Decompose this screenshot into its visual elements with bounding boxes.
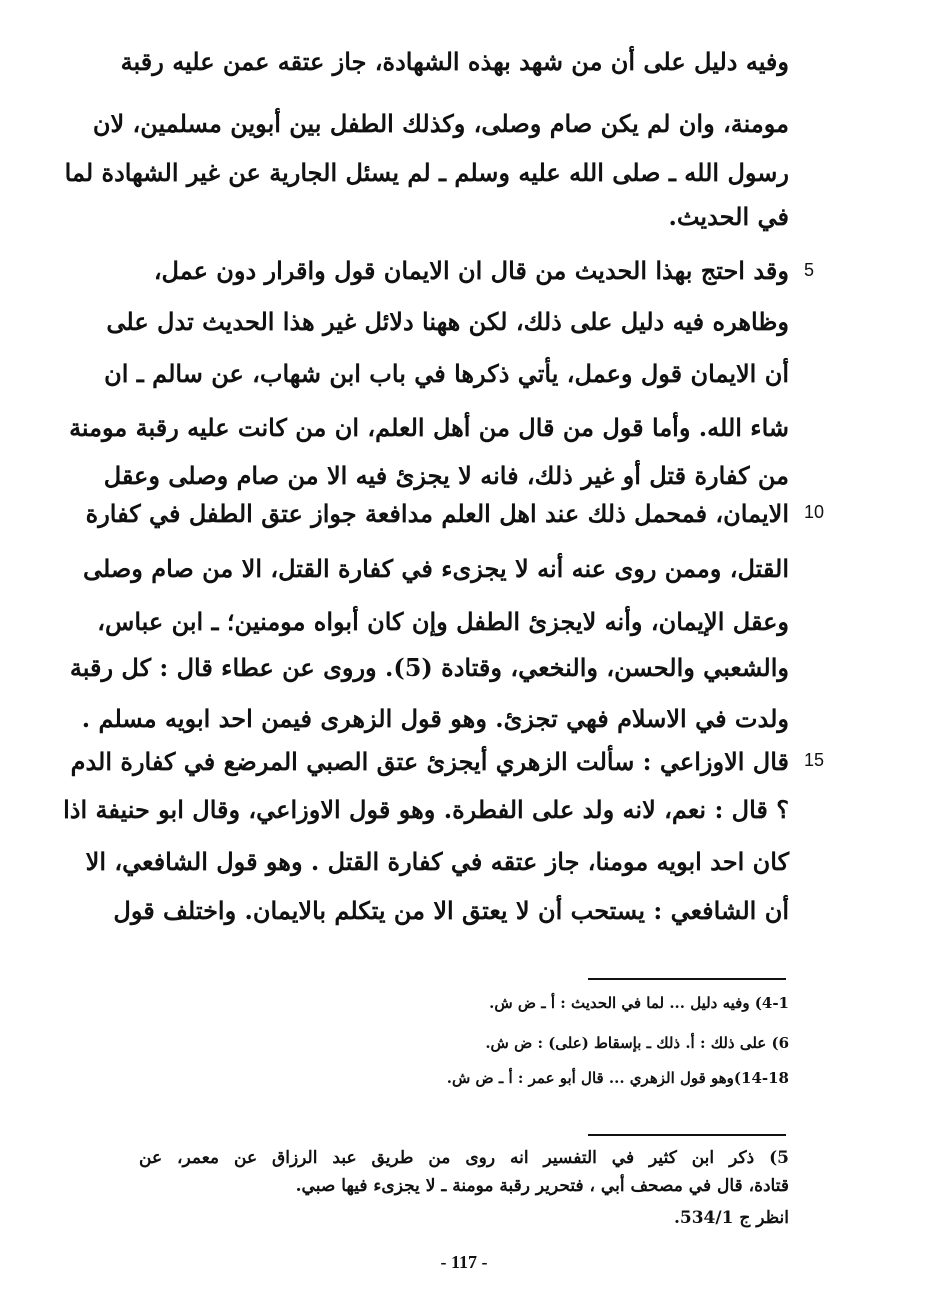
body-line-7: أن الايمان قول وعمل، يأتي ذكرها في باب ابن شهاب، عن سالم ـ ان <box>104 359 789 388</box>
footnote-line-2: قتادة، قال في مصحف أبي ، فتحرير رقبة مومنة ـ لا يجزىء فيها صبي. <box>295 1176 789 1196</box>
body-line-9: من كفارة قتل أو غير ذلك، فانه لا يجزئ فيه الا من صام وصلى وعقل <box>103 461 789 490</box>
body-line-8: شاء الله. وأما قول من قال من أهل العلم، ان من كانت عليه رقبة مومنة <box>69 413 789 442</box>
apparatus-separator <box>588 978 786 980</box>
line-number-15: 15 <box>804 750 825 770</box>
body-line-1: وفيه دليل على أن من شهد بهذه الشهادة، جاز عتقه عمن عليه رقبة <box>120 47 789 76</box>
body-line-13: والشعبي والحسن، والنخعي، وقتادة (5). وروى عن عطاء قال : كل رقبة <box>69 653 789 682</box>
body-line-10: الايمان، فمحمل ذلك عند اهل العلم مدافعة جواز عتق الطفل في كفارة <box>85 499 789 528</box>
line-number-10: 10 <box>804 502 825 522</box>
page-number: - 117 - <box>440 1252 488 1272</box>
body-line-16: ؟ قال : نعم، لانه ولد على الفطرة. وهو قول الاوزاعي، وقال ابو حنيفة اذا <box>63 795 789 824</box>
body-line-5: وقد احتج بهذا الحديث من قال ان الايمان قول واقرار دون عمل، <box>153 256 789 285</box>
body-line-17: كان احد ابويه مومنا، جاز عتقه في كفارة القتل . وهو قول الشافعي، الا <box>85 847 789 876</box>
footnote-separator <box>588 1134 786 1136</box>
line-number-5: 5 <box>804 260 815 280</box>
body-line-3: رسول الله ـ صلى الله عليه وسلم ـ لم يسئل الجارية عن غير الشهادة لما <box>64 158 789 187</box>
body-line-11: القتل، وممن روى عنه أنه لا يجزىء في كفارة القتل، الا من صام وصلى <box>82 554 789 583</box>
body-line-4: في الحديث. <box>668 202 789 231</box>
footnote-line-1: 5) ذكر ابن كثير في التفسير انه روى من طريق عبد الرزاق عن معمر، عن <box>139 1148 789 1168</box>
variant-note-2: 6) على ذلك : أ. ذلك ـ بإسقاط (على) : ض ش. <box>485 1034 789 1052</box>
body-line-12: وعقل الإيمان، وأنه لايجزئ الطفل وإن كان أبواه مومنين؛ ـ ابن عباس، <box>97 607 789 636</box>
body-line-14: ولدت في الاسلام فهي تجزئ. وهو قول الزهرى فيمن احد ابويه مسلم . <box>81 704 789 733</box>
variant-note-1: 4-1) وفيه دليل ... لما في الحديث : أ ـ ض ش. <box>489 994 789 1012</box>
body-line-6: وظاهره فيه دليل على ذلك، لكن ههنا دلائل غير هذا الحديث تدل على <box>106 307 789 336</box>
body-line-2: مومنة، وان لم يكن صام وصلى، وكذلك الطفل بين أبوين مسلمين، لان <box>92 109 789 138</box>
body-line-15: قال الاوزاعي : سألت الزهري أيجزئ عتق الصبي المرضع في كفارة الدم <box>70 747 789 776</box>
footnote-line-3: انظر ج 534/1. <box>673 1208 789 1228</box>
variant-note-3: 14-18)وهو قول الزهري ... قال أبو عمر : أ ـ ض ش. <box>446 1069 789 1087</box>
body-line-18: أن الشافعي : يستحب أن لا يعتق الا من يتكلم بالايمان. واختلف قول <box>113 896 789 925</box>
